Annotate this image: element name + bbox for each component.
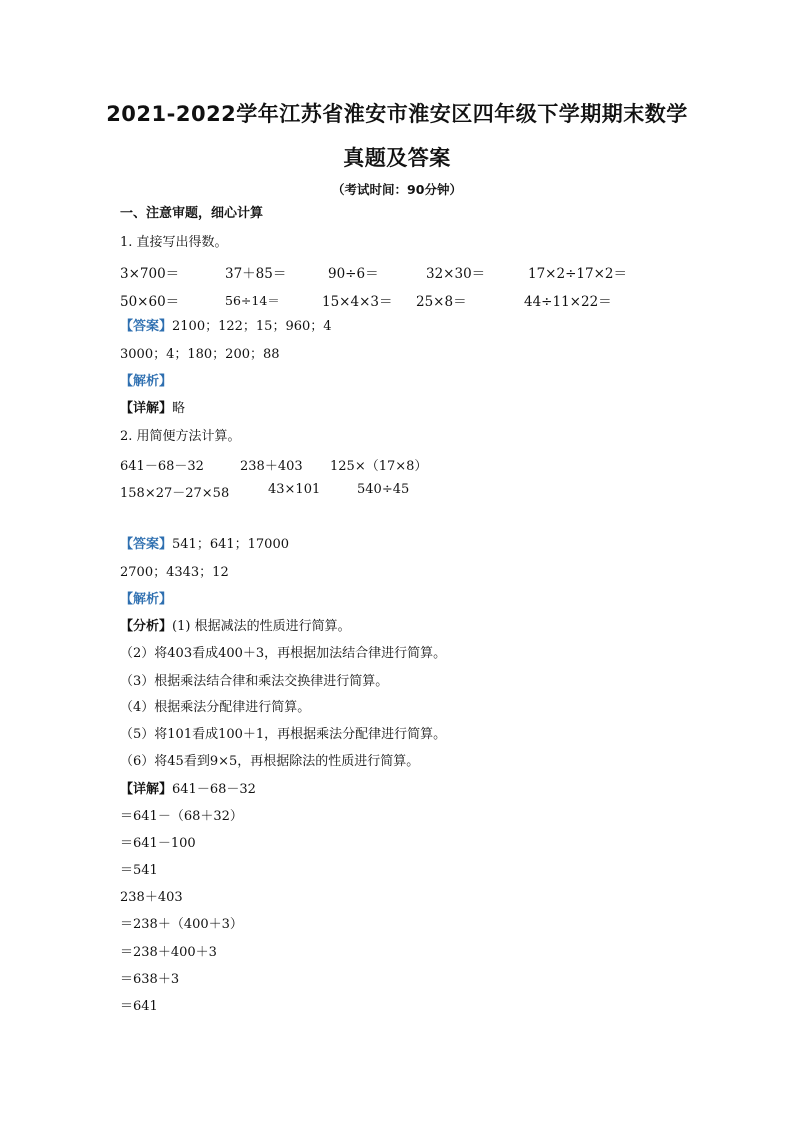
fenxi-tag: 【分析】 (120, 619, 173, 634)
detail-tag: 【详解】 (120, 782, 173, 797)
document-title-line1: 2021-2022学年江苏省淮安市淮安区四年级下学期期末数学 (106, 102, 688, 126)
detail-step: ＝238＋（400＋3） (120, 917, 243, 932)
calc-item: 90÷6＝ (328, 266, 379, 282)
fenxi-line: （2）将403看成400＋3，再根据加法结合律进行简算。 (120, 646, 447, 661)
question-1-prompt: 1. 直接写出得数。 (120, 235, 228, 250)
calc-item: 25×8＝ (416, 294, 467, 310)
calc-item: 17×2÷17×2＝ (528, 266, 627, 282)
fenxi-line: （3）根据乘法结合律和乘法交换律进行简算。 (120, 674, 389, 689)
calc-item: 37＋85＝ (225, 266, 287, 282)
detail-step: ＝541 (120, 863, 158, 878)
question-2-prompt: 2. 用简便方法计算。 (120, 429, 241, 444)
fenxi-text: (1) 根据减法的性质进行简算。 (172, 619, 351, 634)
fenxi-line (120, 618, 351, 636)
detail-step: ＝641－100 (120, 836, 196, 851)
detail-step: ＝238＋400＋3 (120, 945, 217, 960)
calc-item: 43×101 (268, 482, 321, 497)
calc-item: 32×30＝ (426, 266, 486, 282)
section-heading: 一、注意审题，细心计算 (120, 206, 264, 221)
calc-item: 44÷11×22＝ (524, 294, 612, 310)
answer-tag: 【答案】 (120, 319, 173, 334)
calc-item: 641－68－32 (120, 459, 204, 474)
answer-text: 2100；122；15；960；4 (172, 319, 332, 334)
calc-item: 3×700＝ (120, 266, 180, 282)
fenxi-line: （4）根据乘法分配律进行简算。 (120, 700, 311, 715)
question-1-answer (120, 318, 332, 336)
detail-step: 238＋403 (120, 890, 183, 905)
detail-step: ＝638＋3 (120, 972, 180, 987)
detail-text: 641－68－32 (172, 782, 256, 797)
exam-time: （考试时间：90分钟） (332, 182, 462, 197)
question-2-answer (120, 536, 289, 554)
calc-item: 56÷14＝ (225, 293, 280, 308)
detail-tag: 【详解】 (120, 401, 173, 416)
question-1-detail (120, 400, 185, 418)
document-title-line2: 真题及答案 (343, 146, 451, 170)
answer-text: 541；641；17000 (172, 537, 289, 552)
detail-step: ＝641－（68＋32） (120, 809, 243, 824)
fenxi-line: （6）将45看到9×5，再根据除法的性质进行简算。 (120, 754, 420, 769)
calc-item: 540÷45 (357, 482, 410, 497)
question-1-answer-line2: 3000；4；180；200；88 (120, 347, 280, 362)
analysis-tag: 【解析】 (120, 592, 173, 607)
question-2-answer-line2: 2700；4343；12 (120, 565, 229, 580)
calc-item: 158×27－27×58 (120, 486, 230, 501)
calc-item: 50×60＝ (120, 294, 180, 310)
answer-tag: 【答案】 (120, 537, 173, 552)
calc-item: 125×（17×8） (330, 459, 428, 474)
question-2-detail (120, 781, 256, 799)
analysis-tag: 【解析】 (120, 374, 173, 389)
calc-item: 238＋403 (240, 459, 303, 474)
fenxi-line: （5）将101看成100＋1，再根据乘法分配律进行简算。 (120, 727, 447, 742)
detail-step: ＝641 (120, 999, 158, 1014)
detail-text: 略 (172, 401, 186, 416)
calc-item: 15×4×3＝ (322, 294, 393, 310)
